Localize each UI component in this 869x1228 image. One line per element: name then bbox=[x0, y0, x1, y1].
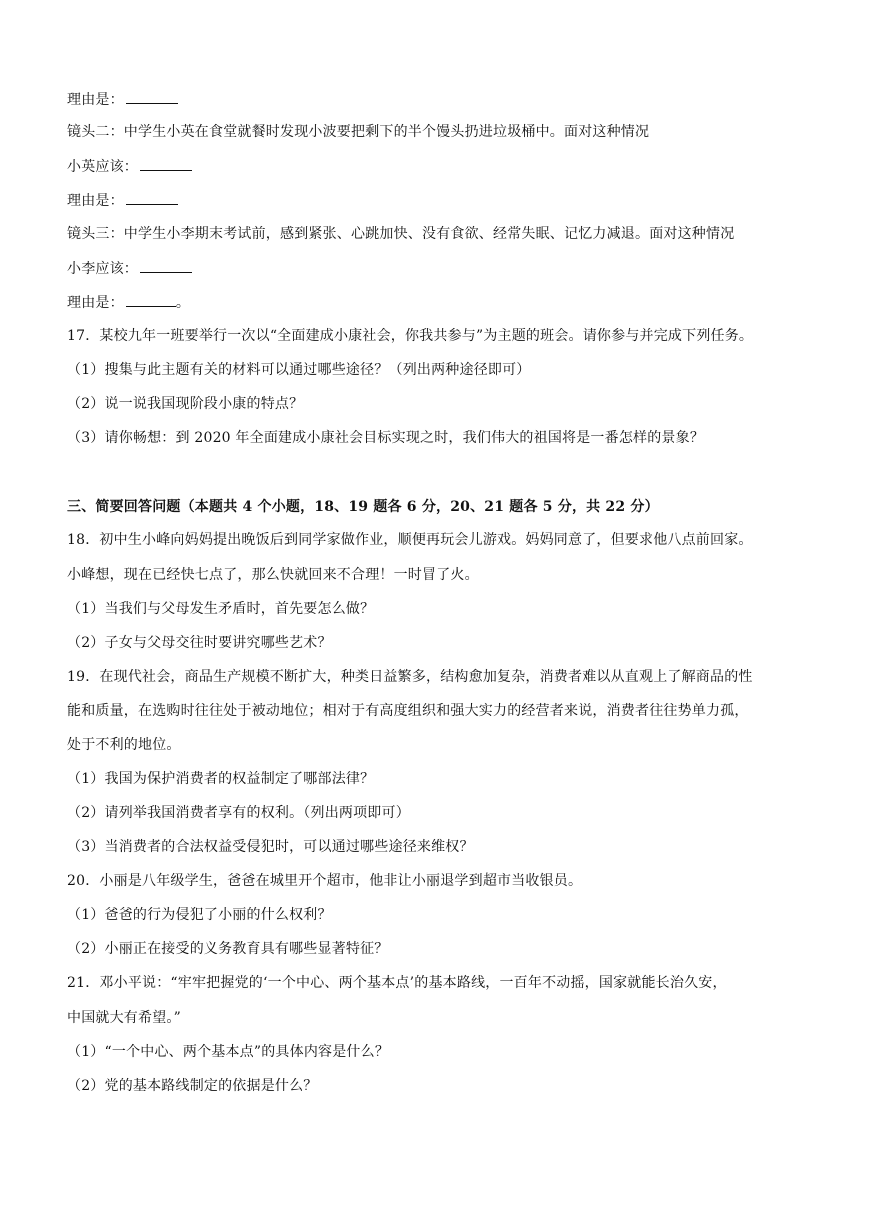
text-line: （1）当我们与父母发生矛盾时，首先要怎么做？ bbox=[67, 601, 375, 617]
section-heading: 三、简要回答问题（本题共 4 个小题，18、19 题各 6 分，20、21 题各 5 分，共 22 分） bbox=[67, 499, 659, 515]
answer-blank bbox=[140, 258, 192, 273]
text-line: （2）请列举我国消费者享有的权利。（列出两项即可） bbox=[67, 805, 410, 821]
text-line: 小李应该： bbox=[67, 258, 192, 279]
question-20: 20．小丽是八年级学生，爸爸在城里开个超市，他非让小丽退学到超市当收银员。 bbox=[67, 873, 583, 889]
answer-blank bbox=[126, 190, 178, 205]
text-line: 小峰想，现在已经快七点了，那么快就回来不合理！一时冒了火。 bbox=[67, 567, 479, 583]
question-21: 21．邓小平说：“牢牢把握党的‘一个中心、两个基本点’的基本路线，一百年不动摇，国家就能长治久安， bbox=[67, 975, 727, 991]
text-line: （1）爸爸的行为侵犯了小丽的什么权利？ bbox=[67, 907, 332, 923]
question-18: 18．初中生小峰向妈妈提出晚饭后到同学家做作业，顺便再玩会儿游戏。妈妈同意了，但要求他八点前回家。 bbox=[67, 532, 753, 548]
text-line: 镜头三：中学生小李期末考试前，感到紧张、心跳加快、没有食欲、经常失眠、记忆力减退。面对这种情况 bbox=[67, 226, 735, 242]
text-line: 能和质量，在选购时往往处于被动地位；相对于有高度组织和强大实力的经营者来说，消费者往往势单力孤， bbox=[67, 703, 749, 719]
text-line: 理由是： 。 bbox=[67, 292, 190, 313]
answer-blank bbox=[140, 156, 192, 171]
text-line: （1）我国为保护消费者的权益制定了哪部法律？ bbox=[67, 771, 375, 787]
text-line: 镜头二：中学生小英在食堂就餐时发现小波要把剩下的半个馒头扔进垃圾桶中。面对这种情况 bbox=[67, 124, 650, 140]
answer-blank bbox=[126, 89, 178, 104]
text-line: （1）“一个中心、两个基本点”的具体内容是什么？ bbox=[67, 1044, 390, 1060]
text-line: （3）请你畅想：到 2020 年全面建成小康社会目标实现之时，我们伟大的祖国将是一番怎样的景象？ bbox=[67, 430, 705, 446]
text-line: （1）搜集与此主题有关的材料可以通过哪些途径？（列出两种途径即可） bbox=[67, 362, 531, 378]
text-line: 小英应该： bbox=[67, 156, 192, 177]
text-line: （2）说一说我国现阶段小康的特点？ bbox=[67, 396, 304, 412]
text-line: （2）子女与父母交往时要讲究哪些艺术？ bbox=[67, 635, 332, 651]
text-line: 理由是： bbox=[67, 89, 178, 110]
text-line: （3）当消费者的合法权益受侵犯时，可以通过哪些途径来维权？ bbox=[67, 839, 474, 855]
question-19: 19．在现代社会，商品生产规模不断扩大，种类日益繁多，结构愈加复杂，消费者难以从直观上了解商品的性 bbox=[67, 669, 753, 685]
text-line: 中国就大有希望。” bbox=[67, 1010, 181, 1026]
answer-blank bbox=[126, 292, 176, 307]
question-17: 17．某校九年一班要举行一次以“全面建成小康社会，你我共参与”为主题的班会。请你参与并完成下列任务。 bbox=[67, 328, 754, 344]
text-line: （2）小丽正在接受的义务教育具有哪些显著特征？ bbox=[67, 941, 389, 957]
text-line: 处于不利的地位。 bbox=[67, 737, 181, 753]
text-line: （2）党的基本路线制定的依据是什么？ bbox=[67, 1078, 318, 1094]
text-line: 理由是： bbox=[67, 190, 178, 211]
